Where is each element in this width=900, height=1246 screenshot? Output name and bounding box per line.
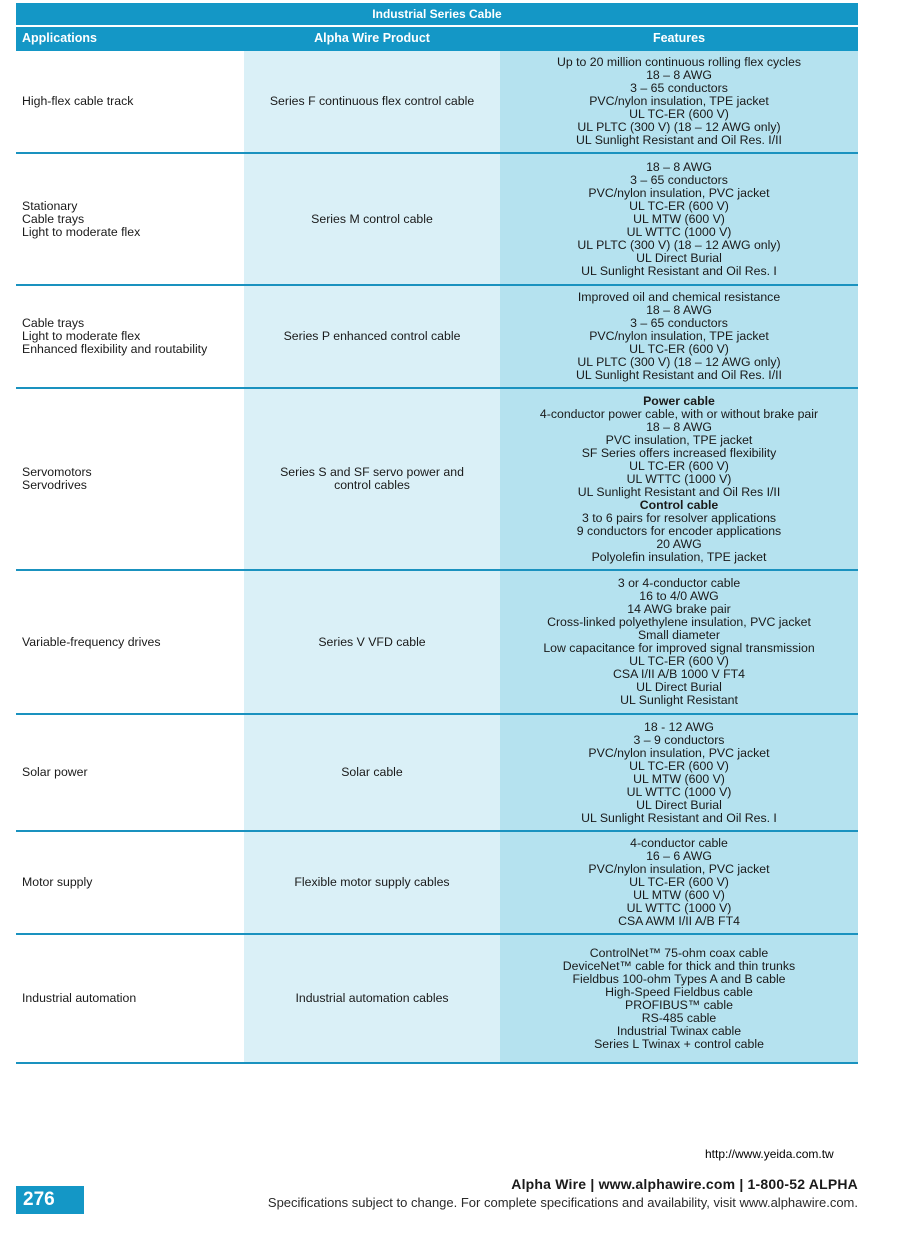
product-cell [244, 715, 500, 830]
application-text: Light to moderate flex [22, 224, 141, 239]
feature-text: Series L Twinax + control cable [594, 1036, 764, 1051]
feature-text: UL Sunlight Resistant and Oil Res. I/II [576, 133, 782, 147]
application-cell [16, 832, 244, 933]
feature-text: UL PLTC (300 V) (18 – 12 AWG only) [577, 120, 781, 134]
application-text: Industrial automation [22, 991, 137, 1005]
application-text: Servomotors [22, 465, 92, 479]
features-cell [500, 715, 858, 830]
feature-text: Fieldbus 100-ohm Types A and B cable [572, 971, 786, 986]
application-cell [16, 715, 244, 830]
feature-text: Polyolefin insulation, TPE jacket [591, 549, 767, 564]
feature-text: 9 conductors for encoder applications [576, 523, 782, 538]
feature-text: UL TC-ER (600 V) [629, 107, 729, 121]
feature-text: UL MTW (600 V) [633, 888, 725, 902]
feature-text: UL TC-ER (600 V) [629, 198, 729, 213]
product-text: Series P enhanced control cable [283, 329, 461, 343]
feature-text: UL Direct Burial [636, 680, 722, 694]
feature-subheading: Control cable [639, 497, 719, 512]
product-cell [244, 832, 500, 933]
feature-text: PVC/nylon insulation, TPE jacket [589, 329, 769, 343]
feature-text: 14 AWG brake pair [627, 602, 731, 616]
product-cell [244, 154, 500, 284]
feature-text: High-Speed Fieldbus cable [605, 984, 753, 999]
product-text: Series V VFD cable [318, 634, 426, 649]
application-cell [16, 389, 244, 569]
feature-text: UL TC-ER (600 V) [629, 654, 729, 668]
product-text: Flexible motor supply cables [294, 875, 450, 889]
features-cell [500, 286, 858, 387]
features-cell [500, 389, 858, 569]
feature-text: UL TC-ER (600 V) [629, 342, 729, 356]
feature-text: RS-485 cable [641, 1010, 717, 1025]
table-row [16, 715, 858, 832]
feature-text: Small diameter [637, 628, 720, 642]
feature-text: 3 – 65 conductors [630, 81, 728, 95]
feature-text: UL WTTC (1000 V) [626, 224, 732, 239]
feature-text: UL PLTC (300 V) (18 – 12 AWG only) [577, 355, 781, 369]
table-row [16, 571, 858, 715]
application-cell [16, 51, 244, 152]
application-cell [16, 286, 244, 387]
feature-subheading: Power cable [643, 393, 715, 408]
features-cell [500, 832, 858, 933]
feature-text: 20 AWG [656, 536, 702, 551]
feature-text: SF Series offers increased flexibility [581, 445, 777, 460]
feature-text: 16 – 6 AWG [646, 849, 712, 863]
feature-text: PROFIBUS™ cable [625, 997, 733, 1012]
feature-text: UL WTTC (1000 V) [626, 471, 732, 486]
feature-text: Cross-linked polyethylene insulation, PVC jacket [547, 615, 811, 629]
feature-text: UL TC-ER (600 V) [629, 758, 729, 773]
feature-text: UL Sunlight Resistant and Oil Res. I/II [576, 368, 782, 382]
product-text: Solar cable [341, 765, 403, 779]
feature-text: PVC/nylon insulation, PVC jacket [588, 745, 770, 760]
feature-text: UL TC-ER (600 V) [629, 458, 729, 473]
feature-text: UL Sunlight Resistant [620, 693, 738, 707]
feature-text: 3 – 65 conductors [630, 172, 728, 187]
product-text: Series S and SF servo power and control cables [280, 465, 464, 492]
feature-text: PVC/nylon insulation, PVC jacket [588, 185, 770, 200]
product-cell [244, 935, 500, 1062]
table-body [16, 51, 858, 1064]
product-cell [244, 286, 500, 387]
application-text: Cable trays [22, 316, 85, 330]
feature-text: UL MTW (600 V) [633, 211, 725, 226]
feature-text: 18 – 8 AWG [646, 159, 712, 174]
feature-text: Up to 20 million continuous rolling flex cycles [556, 55, 801, 69]
page-number: 276 [16, 1186, 84, 1214]
table-row [16, 389, 858, 571]
feature-text: ControlNet™ 75-ohm coax cable [589, 945, 769, 960]
table-row [16, 51, 858, 154]
feature-text: Improved oil and chemical resistance [577, 290, 781, 304]
feature-text: PVC insulation, TPE jacket [605, 432, 753, 447]
feature-text: UL TC-ER (600 V) [629, 875, 729, 889]
feature-text: UL Sunlight Resistant and Oil Res I/II [577, 484, 781, 499]
spec-disclaimer: Specifications subject to change. For complete specifications and availability, visit www.alphawire.com. [267, 1195, 858, 1210]
application-text: Stationary [22, 198, 78, 213]
header-applications: Applications [22, 31, 98, 45]
cable-table [16, 3, 858, 1064]
feature-text: 3 or 4-conductor cable [617, 576, 741, 590]
feature-text: UL WTTC (1000 V) [626, 901, 732, 915]
application-text: Enhanced flexibility and routability [22, 342, 208, 356]
feature-text: DeviceNet™ cable for thick and thin trunks [562, 958, 796, 973]
application-text: Motor supply [22, 875, 93, 889]
feature-text: 4-conductor power cable, with or without brake pair [539, 406, 819, 421]
feature-text: 4-conductor cable [630, 836, 728, 850]
application-text: Cable trays [22, 211, 85, 226]
feature-text: UL MTW (600 V) [633, 771, 725, 786]
feature-text: 16 to 4/0 AWG [639, 589, 719, 603]
application-text: Variable-frequency drives [22, 634, 161, 649]
feature-text: CSA AWM I/II A/B FT4 [618, 914, 740, 928]
feature-text: UL Sunlight Resistant and Oil Res. I [581, 263, 777, 278]
table-title: Industrial Series Cable [16, 3, 858, 27]
feature-text: 3 – 9 conductors [633, 732, 725, 747]
table-row [16, 832, 858, 935]
application-text: Solar power [22, 765, 88, 779]
product-text: Series M control cable [311, 211, 433, 226]
table-header [16, 27, 858, 51]
feature-text: Industrial Twinax cable [616, 1023, 742, 1038]
table-row [16, 286, 858, 389]
features-cell [500, 935, 858, 1062]
source-url: http://www.yeida.com.tw [705, 1147, 834, 1161]
product-cell [244, 51, 500, 152]
feature-text: Low capacitance for improved signal transmission [543, 641, 815, 655]
feature-text: UL Direct Burial [636, 250, 722, 265]
feature-text: PVC/nylon insulation, TPE jacket [589, 94, 769, 108]
application-text: Servodrives [22, 478, 87, 492]
feature-text: 3 to 6 pairs for resolver applications [581, 510, 777, 525]
feature-text: 18 - 12 AWG [644, 719, 714, 734]
application-cell [16, 935, 244, 1062]
table-row [16, 154, 858, 286]
product-text: Industrial automation cables [295, 991, 449, 1005]
brand-contact: Alpha Wire | www.alphawire.com | 1-800-52 ALPHA [511, 1176, 858, 1192]
feature-text: CSA I/II A/B 1000 V FT4 [613, 667, 745, 681]
feature-text: 18 – 8 AWG [646, 68, 712, 82]
product-text: Series F continuous flex control cable [269, 94, 475, 108]
features-cell [500, 154, 858, 284]
feature-text: UL Sunlight Resistant and Oil Res. I [581, 810, 777, 825]
feature-text: 3 – 65 conductors [630, 316, 728, 330]
product-cell [244, 389, 500, 569]
feature-text: PVC/nylon insulation, PVC jacket [588, 862, 770, 876]
features-cell [500, 51, 858, 152]
table-row [16, 935, 858, 1064]
feature-text: UL Direct Burial [636, 797, 722, 812]
application-cell [16, 154, 244, 284]
product-cell [244, 571, 500, 713]
feature-text: 18 – 8 AWG [646, 419, 712, 434]
features-cell [500, 571, 858, 713]
application-text: Light to moderate flex [22, 329, 141, 343]
application-text: High-flex cable track [22, 94, 134, 108]
header-features: Features [652, 31, 706, 45]
feature-text: 18 – 8 AWG [646, 303, 712, 317]
feature-text: UL WTTC (1000 V) [626, 784, 732, 799]
feature-text: UL PLTC (300 V) (18 – 12 AWG only) [577, 237, 781, 252]
header-product: Alpha Wire Product [314, 31, 430, 45]
application-cell [16, 571, 244, 713]
